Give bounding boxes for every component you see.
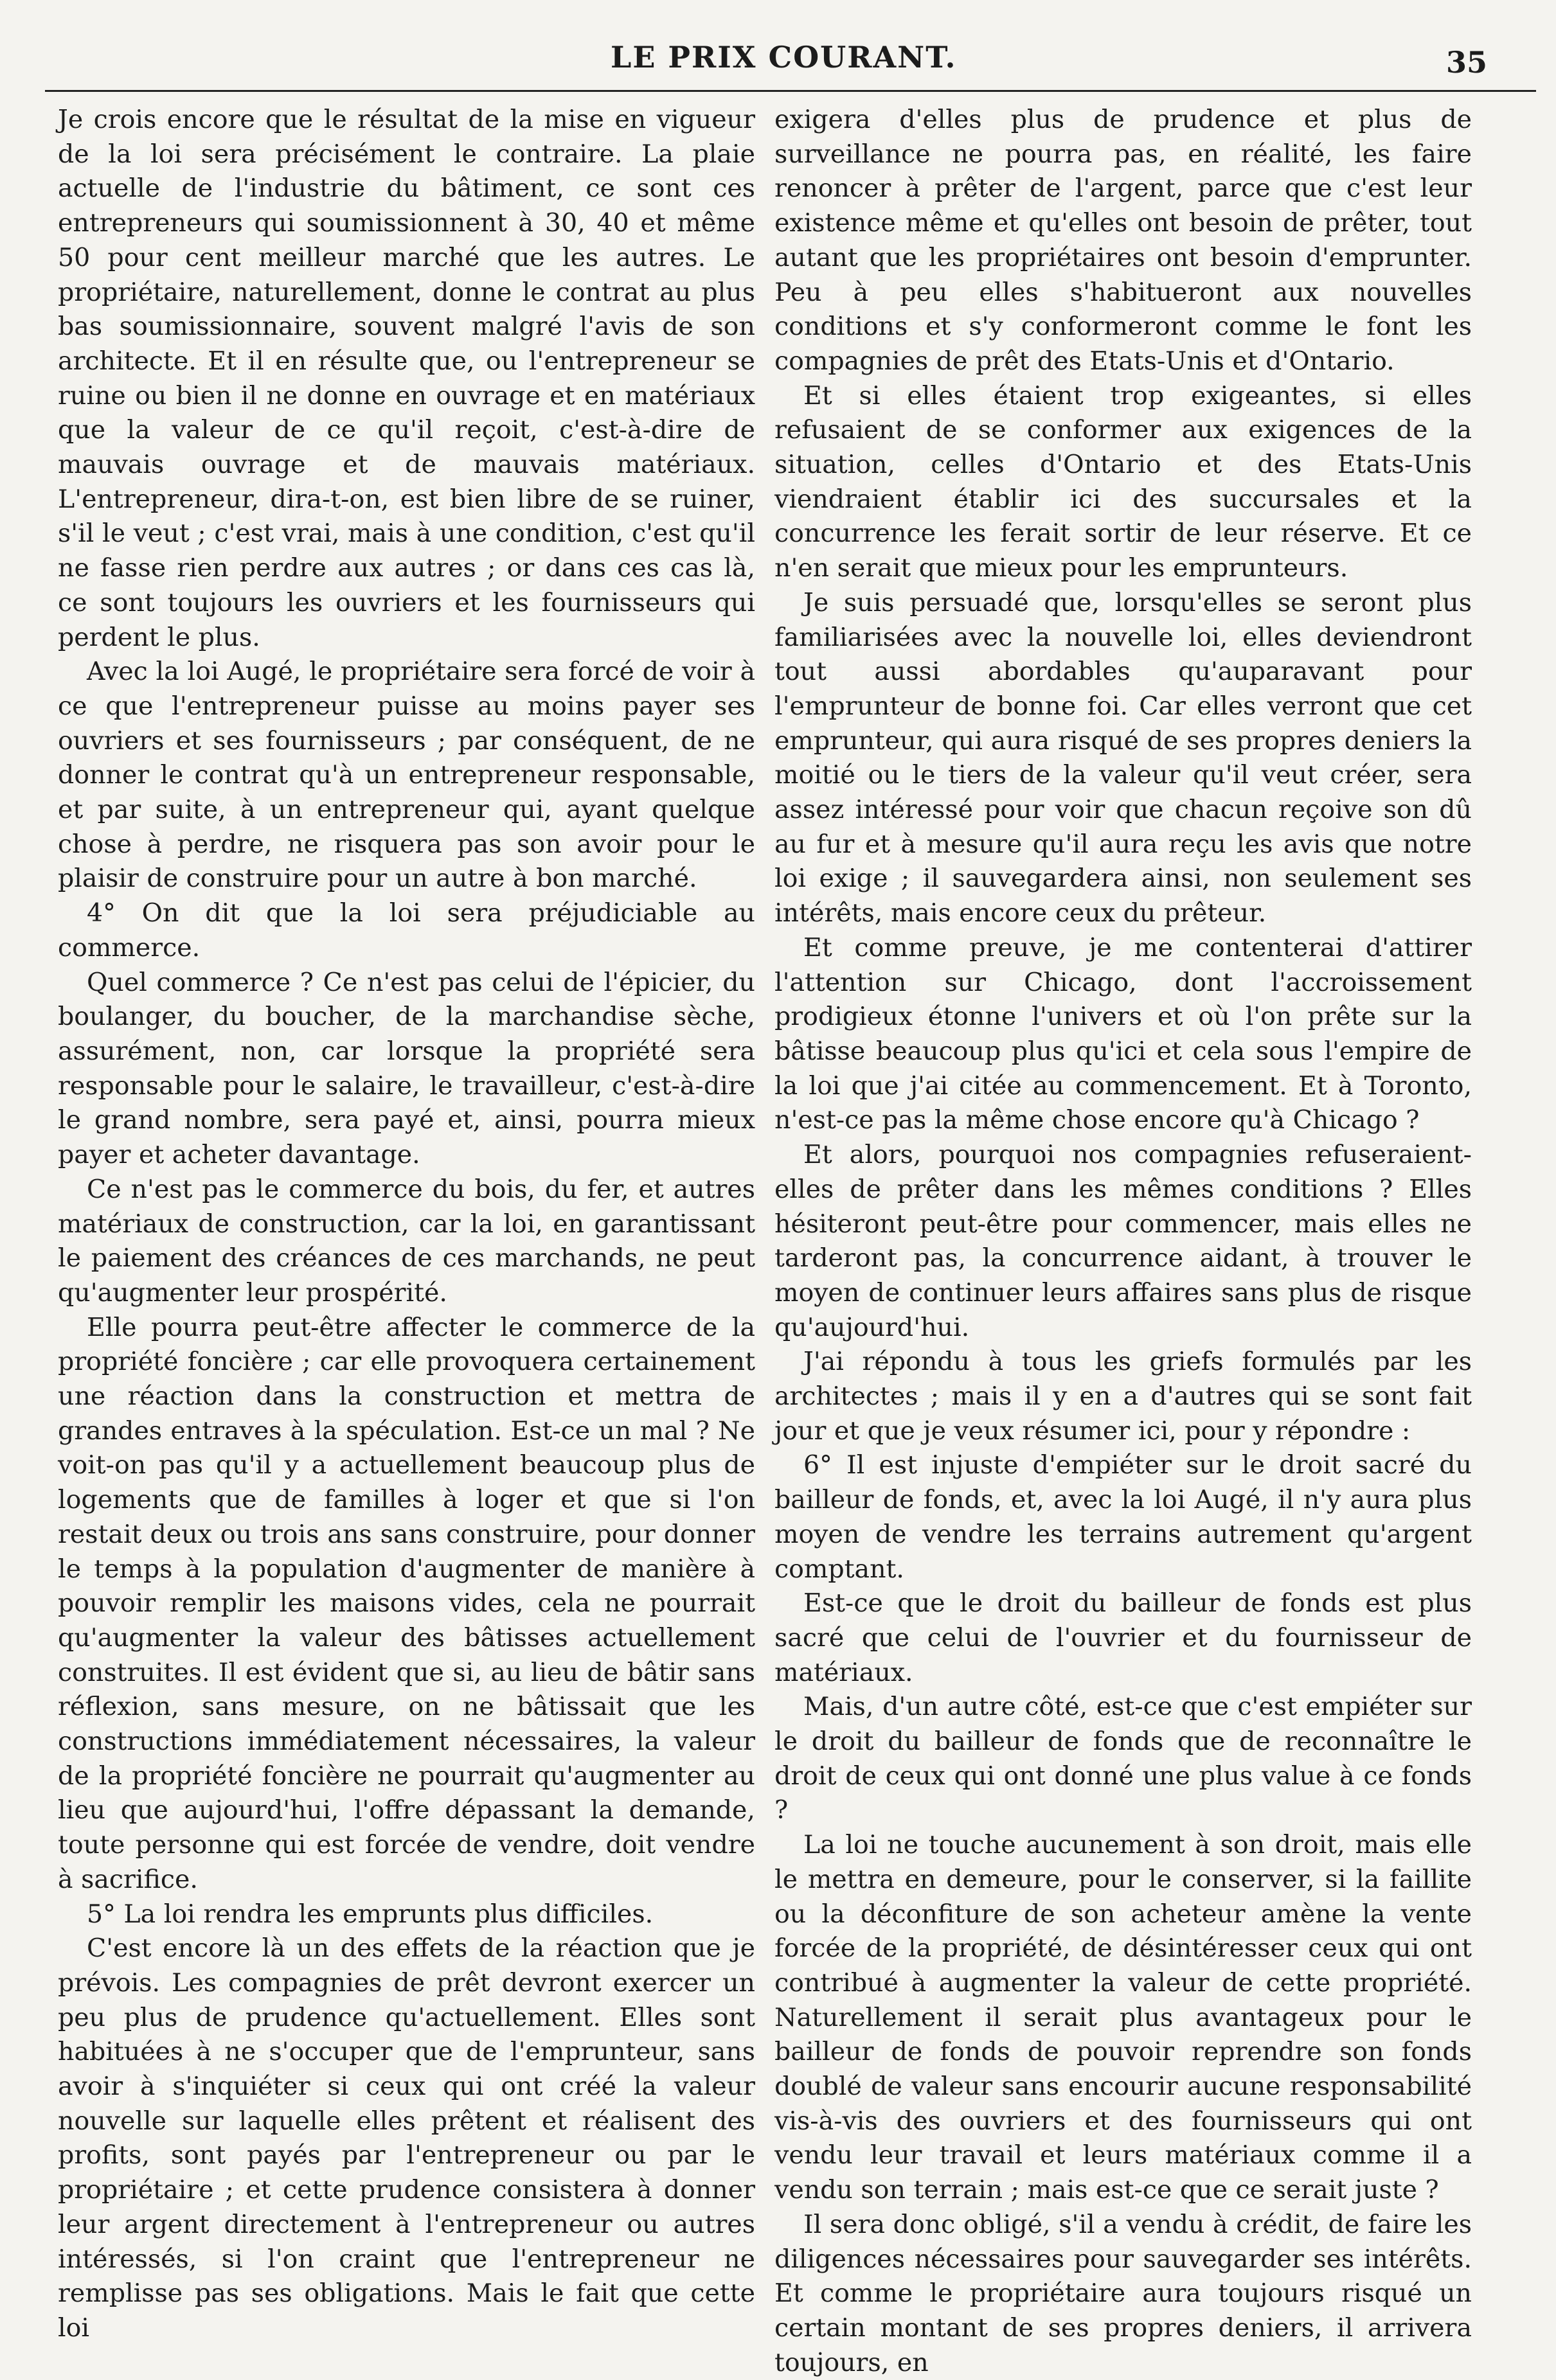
paragraph: exigera d'elles plus de prudence et plus de surveillance ne pourra pas, en réalité, les faire renoncer à prêter de l'argent, parce que c'est leur existence même et qu'elles ont besoin de prêter, tout autant que les propriétaires ont besoin d'emprunter. Peu à peu elles s'habitueront aux nouvelles conditions et s'y conformeront comme le font les compagnies de prêt des Etats-Unis et d'Ontario. xyxy=(774,105,1472,376)
paragraph: Avec la loi Augé, le propriétaire sera forcé de voir à ce que l'entrepreneur puisse au moins payer ses ouvriers et ses fournisseurs ; par conséquent, de ne donner le contrat qu'à un entrepreneur responsable, et par suite, à un entrepreneur qui, ayant quelque chose à perdre, ne risquera pas son avoir pour le plaisir de construire pour un autre à bon marché. xyxy=(58,657,755,894)
paragraph: Et comme preuve, je me contenterai d'attirer l'attention sur Chicago, dont l'accroissement prodigieux étonne l'univers et où l'on prête sur la bâtisse beaucoup plus qu'ici et cela sous l'empire de la loi que j'ai citée au commencement. Et à Toronto, n'est-ce pas la même chose encore qu'à Chicago ? xyxy=(774,932,1472,1135)
paragraph: Et alors, pourquoi nos compagnies refuseraient-elles de prêter dans les mêmes conditions ? Elles hésiteront peut-être pour commencer, mais elles ne tarderont pas, la concurrence aidant, à trouver le moyen de continuer leurs affaires sans plus de risque qu'aujourd'hui. xyxy=(774,1140,1472,1342)
running-title: LE PRIX COURANT. xyxy=(611,40,957,75)
paragraph: Il sera donc obligé, s'il a vendu à crédit, de faire les diligences nécessaires pour sauvegarder ses intérêts. Et comme le propriétaire aura toujours risqué un certain montant de ses propres deniers, il arrivera toujours, en xyxy=(774,2209,1472,2377)
paragraph: C'est encore là un des effets de la réaction que je prévois. Les compagnies de prêt devront exercer un peu plus de prudence qu'actuellement. Elles sont habituées à ne s'occuper que de l'emprunteur, sans avoir à s'inquiéter si ceux qui ont créé la valeur nouvelle sur laquelle elles prêtent et réalisent des profits, sont payés par l'entrepreneur ou par le propriétaire ; et cette prudence consistera à donner leur argent directement à l'entrepreneur ou autres intéressés, si l'on craint que l'entrepreneur ne remplisse pas ses obligations. Mais le fait que cette loi xyxy=(58,1933,755,2343)
right-column xyxy=(774,103,1472,2377)
paragraph: La loi ne touche aucunement à son droit, mais elle le mettra en demeure, pour le conserver, si la faillite ou la déconfiture de son acheteur amène la vente forcée de la propriété, de désintéresser ceux qui ont contribué à augmenter la valeur de cette propriété. Naturellement il serait plus avantageux pour le bailleur de fonds de pouvoir reprendre son fonds doublé de valeur sans encourir aucune responsabilité vis-à-vis des ouvriers et des fournisseurs qui ont vendu leur travail et leurs matériaux comme il a vendu son terrain ; mais est-ce que ce serait juste ? xyxy=(774,1830,1472,2205)
paragraph: Et si elles étaient trop exigeantes, si elles refusaient de se conformer aux exigences de la situation, celles d'Ontario et des Etats-Unis viendraient établir ici des succursales et la concurrence les ferait sortir de leur réserve. Et ce n'en serait que mieux pour les emprunteurs. xyxy=(774,380,1472,583)
paragraph: Je suis persuadé que, lorsqu'elles se seront plus familiarisées avec la nouvelle loi, elles deviendront tout aussi abordables qu'auparavant pour l'emprunteur de bonne foi. Car elles verront que cet emprunteur, qui aura risqué de ses propres deniers la moitié ou le tiers de la valeur qu'il veut créer, sera assez intéressé pour voir que chacun reçoive son dû au fur et à mesure qu'il aura reçu les avis que notre loi exige ; il sauvegardera ainsi, non seulement ses intérêts, mais encore ceux du prêteur. xyxy=(774,587,1472,928)
paragraph: Est-ce que le droit du bailleur de fonds est plus sacré que celui de l'ouvrier et du fournisseur de matériaux. xyxy=(774,1588,1472,1687)
paragraph: 4° On dit que la loi sera préjudiciable au commerce. xyxy=(58,898,755,963)
header-rule xyxy=(45,90,1536,92)
page-number: 35 xyxy=(1446,45,1488,80)
paragraph: Mais, d'un autre côté, est-ce que c'est empiéter sur le droit du bailleur de fonds que de reconnaître le droit de ceux qui ont donné une plus value à ce fonds ? xyxy=(774,1692,1472,1825)
paragraph: 5° La loi rendra les emprunts plus difficiles. xyxy=(87,1899,654,1929)
paragraph: J'ai répondu à tous les griefs formulés par les architectes ; mais il y en a d'autres qui se sont fait jour et que je veux résumer ici, pour y répondre : xyxy=(774,1347,1472,1446)
paragraph: Je crois encore que le résultat de la mise en vigueur de la loi sera précisément le contraire. La plaie actuelle de l'industrie du bâtiment, ce sont ces entrepreneurs qui soumissionnent à 30, 40 et même 50 pour cent meilleur marché que les autres. Le propriétaire, naturellement, donne le contrat au plus bas soumissionnaire, souvent malgré l'avis de son architecte. Et il en résulte que, ou l'entrepreneur se ruine ou bien il ne donne en ouvrage et en matériaux que la valeur de ce qu'il reçoit, c'est-à-dire de mauvais ouvrage et de mauvais matériaux. L'entrepreneur, dira-t-on, est bien libre de se ruiner, s'il le veut ; c'est vrai, mais à une condition, c'est qu'il ne fasse rien perdre aux autres ; or dans ces cas là, ce sont toujours les ouvriers et les fournisseurs qui perdent le plus. xyxy=(58,105,755,652)
paragraph: Elle pourra peut-être affecter le commerce de la propriété foncière ; car elle provoquera certainement une réaction dans la construction et mettra de grandes entraves à la spéculation. Est-ce un mal ? Ne voit-on pas qu'il y a actuellement beaucoup plus de logements que de familles à loger et que si l'on restait deux ou trois ans sans construire, pour donner le temps à la population d'augmenter de manière à pouvoir remplir les maisons vides, cela ne pourrait qu'augmenter la valeur des bâtisses actuellement construites. Il est évident que si, au lieu de bâtir sans réflexion, sans mesure, on ne bâtissait que les constructions immédiatement nécessaires, la valeur de la propriété foncière ne pourrait qu'augmenter au lieu que aujourd'hui, l'offre dépassant la demande, toute personne qui est forcée de vendre, doit vendre à sacrifice. xyxy=(58,1312,755,1894)
paragraph: 6° Il est injuste d'empiéter sur le droit sacré du bailleur de fonds, et, avec la loi Augé, il n'y aura plus moyen de vendre les terrains autrement qu'argent comptant. xyxy=(774,1450,1472,1584)
left-column xyxy=(58,103,755,2343)
paragraph: Quel commerce ? Ce n'est pas celui de l'épicier, du boulanger, du boucher, de la marchandise sèche, assurément, non, car lorsque la propriété sera responsable pour le salaire, le travailleur, c'est-à-dire le grand nombre, sera payé et, ainsi, pourra mieux payer et acheter davantage. xyxy=(58,967,755,1170)
paragraph: Ce n'est pas le commerce du bois, du fer, et autres matériaux de construction, car la loi, en garantissant le paiement des créances de ces marchands, ne peut qu'augmenter leur prospérité. xyxy=(58,1174,755,1308)
page-header xyxy=(0,0,1556,96)
